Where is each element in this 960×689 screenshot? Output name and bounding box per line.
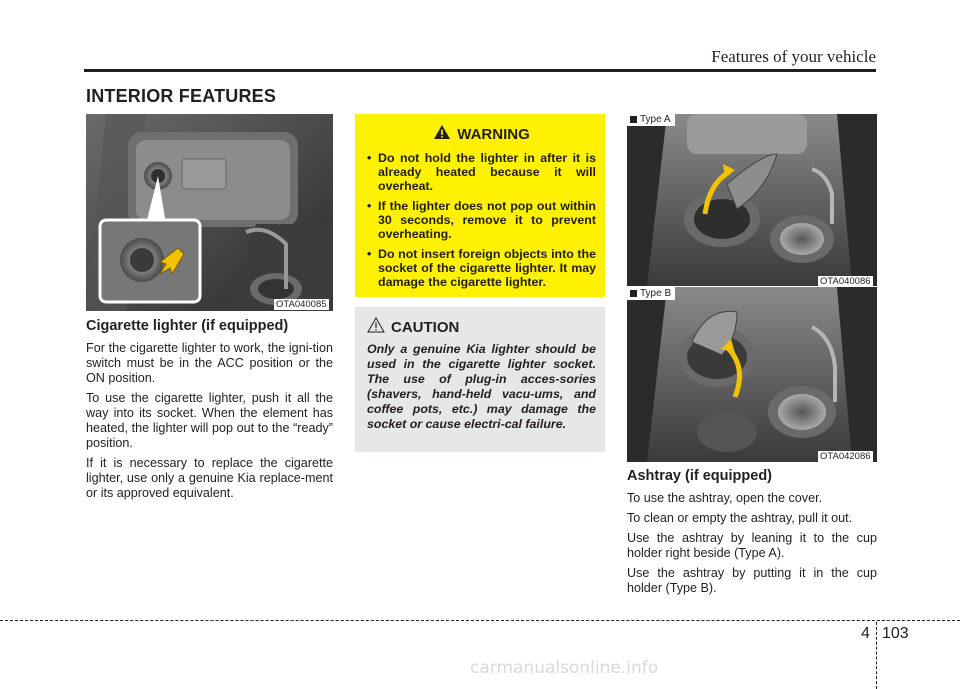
warning-item-2: • If the lighter does not pop out within 30 seconds, remove it to prevent overheating. [367,199,596,241]
warning-title: WARNING [457,126,530,143]
ashtray-section [627,468,877,601]
watermark-text: carmanualsonline.info [470,658,659,678]
warning-header [367,124,596,145]
ashtray-heading: Ashtray (if equipped) [627,468,773,484]
lighter-figure-code: OTA040085 [276,299,327,310]
type-a-label-text: Type A [640,114,671,125]
caution-header [367,317,596,338]
cigarette-lighter-photo [86,114,333,311]
cigarette-paragraph-2: To use the cigarette lighter, push it all the way into its socket. When the element has heated, the lighter will pop out to the “ready” position. [86,391,333,450]
type-b-label-text: Type B [640,288,672,299]
ashtray-type-a-photo [627,114,877,286]
section-title: INTERIOR FEATURES [86,86,277,106]
ashtray-paragraph-1: To use the ashtray, open the cover. [627,491,823,505]
warning-list [367,151,596,289]
footer-rule [0,620,960,621]
square-bullet-icon [630,116,637,123]
page-number: 103 [882,625,909,642]
footer-page-separator [876,622,877,689]
warning-triangle-icon [433,124,451,145]
caution-text: Only a genuine Kia lighter should be used in the cigarette lighter socket. The use of plug-in acces-sories (shavers, hand-held vacu-ums, and coffee pots, etc.) may damage the socket or cause electri-cal failure. [367,342,596,431]
cigarette-paragraph-1: For the cigarette lighter to work, the igni-tion switch must be in the ACC position or the ON position. [86,341,333,385]
caution-box [355,307,605,452]
caution-title: CAUTION [391,319,460,336]
caution-triangle-icon [367,317,385,338]
type-a-figure-code: OTA040086 [820,276,871,287]
type-b-figure-code: OTA042086 [820,451,871,462]
cigarette-paragraph-3: If it is necessary to replace the cigarette lighter, use only a genuine Kia replace-ment or its approved equivalent. [86,456,333,500]
ashtray-type-b-photo [627,287,877,462]
chapter-number: 4 [861,625,870,642]
warning-box [355,114,605,297]
type-b-label [627,287,675,300]
cigarette-lighter-heading: Cigarette lighter (if equipped) [86,318,289,334]
type-a-label [627,113,675,126]
warning-item-3: • Do not insert foreign objects into the socket of the cigarette lighter. It may damage the cigarette lighter. [367,247,596,289]
ashtray-paragraph-2: To clean or empty the ashtray, pull it out. [627,511,853,525]
warning-item-1: • Do not hold the lighter in after it is already heated because it will overheat. [367,151,596,193]
running-header: Features of your vehicle [711,47,876,66]
cigarette-lighter-section [86,318,333,506]
header-rule [84,69,876,72]
square-bullet-icon [630,290,637,297]
ashtray-paragraph-3: Use the ashtray by leaning it to the cup holder right beside (Type A). [627,531,877,560]
ashtray-paragraph-4: Use the ashtray by putting it in the cup holder (Type B). [627,566,877,595]
